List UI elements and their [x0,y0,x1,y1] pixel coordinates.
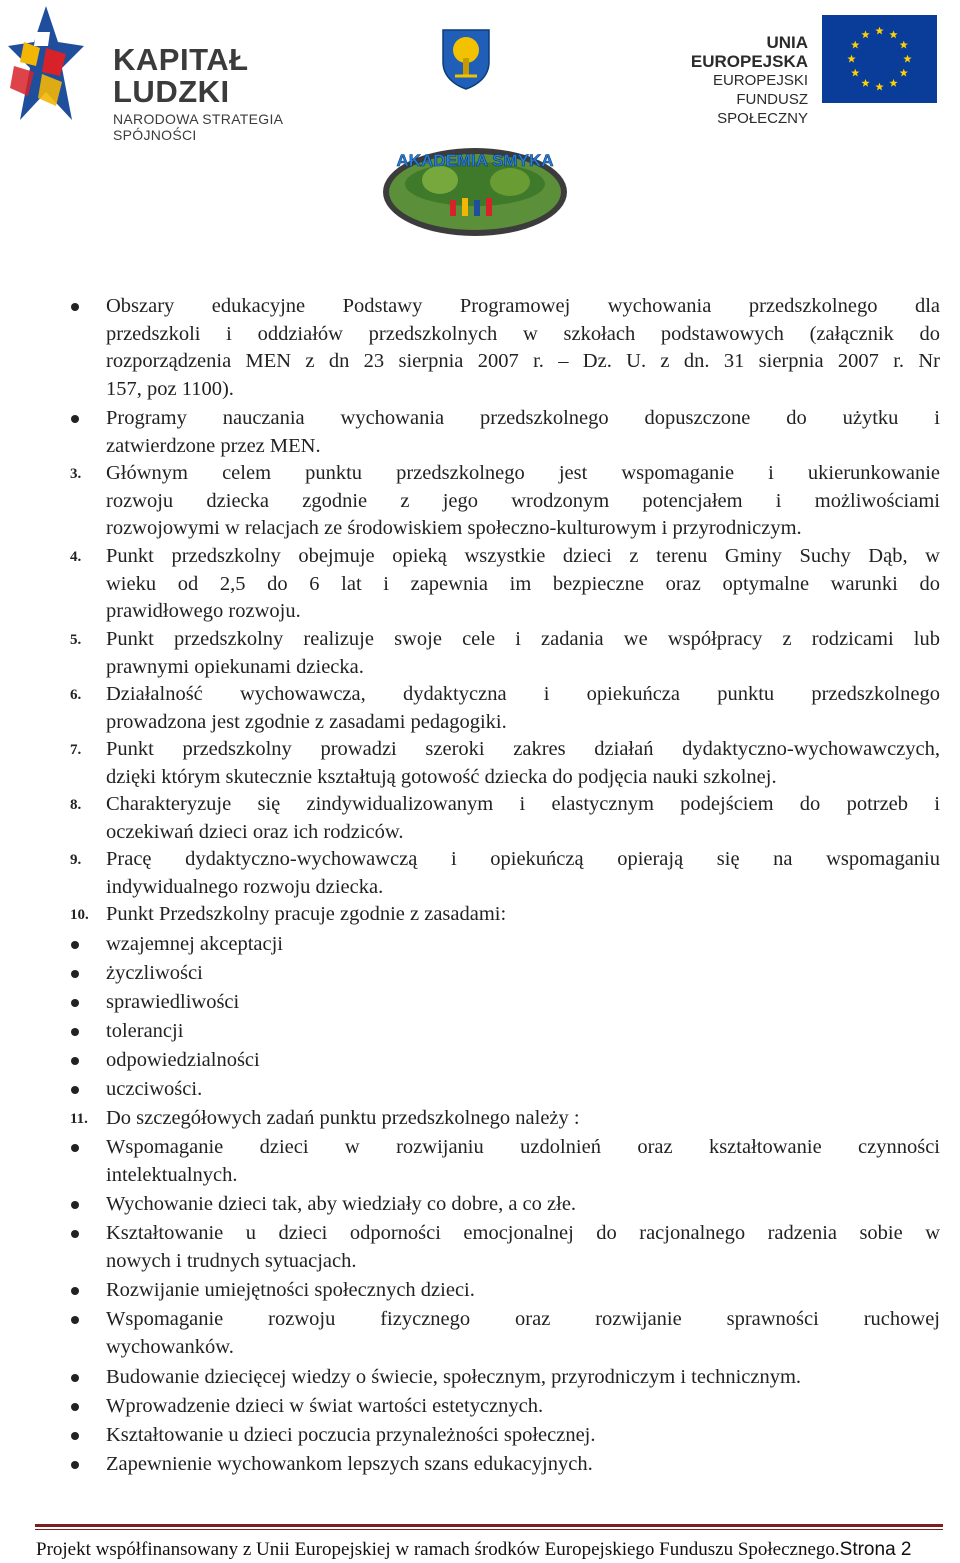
list-item-line: intelektualnych. [106,1163,238,1186]
list-item-line: oczekiwań dzieci oraz ich rodziców. [106,820,404,843]
bullet-icon [68,1086,80,1098]
bullet-icon [68,1287,80,1299]
list-item [106,460,940,543]
list-item-line: Budowanie dziecięcej wiedzy o świecie, społecznym, przyrodniczym i technicznym. [106,1366,802,1388]
list-item-line: Rozwijanie umiejętności społecznych dzieci. [106,1279,475,1301]
list-item-line: przedszkoli i oddziałów przedszkolnych w szkołach podstawowych (załącznik do [106,322,940,345]
list-item-line: indywidualnego rozwoju dziecka. [106,875,384,898]
list-item-line: uczciwości. [106,1078,203,1100]
list-item [106,293,940,403]
footer-text: Projekt współfinansowany z Unii Europejskiej w ramach środków Europejskiego Funduszu Społecznego. [36,1539,840,1560]
list-item-line: Charakteryzuje się zindywidualizowanym i elastycznym podejściem do potrzeb i [106,793,940,815]
list-item [106,681,940,736]
footer-rule-thick [35,1524,943,1527]
bullet-icon [68,1316,80,1328]
list-item [106,846,940,901]
list-item [106,736,940,791]
bullet-icon [68,970,80,982]
list-item-line: odpowiedzialności [106,1049,260,1071]
list-item-line: wzajemnej akceptacji [106,933,283,955]
eu-european-label: EUROPEJSKI [712,72,808,89]
list-item [106,1393,940,1421]
list-item-line: Wychowanie dzieci tak, aby wiedziały co dobre, a co złe. [106,1193,577,1215]
list-item [106,405,940,460]
list-item-line: Działalność wychowawcza, dydaktyczna i opiekuńcza punktu przedszkolnego [106,683,940,705]
bullet-icon [68,1461,80,1473]
list-item-line: sprawiedliwości [106,991,240,1013]
list-number: 7. [70,742,82,758]
list-number: 9. [70,852,82,868]
bullet-icon [68,941,80,953]
list-item-line: dzięki którym skutecznie kształtują gotowość dziecka do podjęcia nauki szkolnej. [106,765,777,788]
list-item-line: rozwojowymi w relacjach ze środowiskiem społeczno-kulturowym i przyrodniczym. [106,517,802,539]
list-item-line: Kształtowanie u dzieci poczucia przynależności społecznej. [106,1424,596,1446]
list-item [106,1191,940,1219]
list-item-line: rozwoju dziecka zgodnie z jego wrodzonym potencjałem i możliwościami [106,489,940,512]
akademia-smyka-logo [380,140,570,238]
list-item [106,1277,940,1305]
list-item-line: Kształtowanie u dzieci odporności emocjonalnej do racjonalnego radzenia sobie w [106,1222,940,1244]
list-item-line: Obszary edukacyjne Podstawy Programowej wychowania przedszkolnego dla [106,295,940,317]
list-item-line: Programy nauczania wychowania przedszkolnego dopuszczone do użytku i [106,407,940,429]
list-item-line: Punkt przedszkolny realizuje swoje cele i zadania we współpracy z rodzicami lub [106,628,940,650]
footer-rule-thin [35,1529,943,1530]
list-item-line: 157, poz 1100). [106,377,234,400]
bullet-icon [68,1230,80,1242]
list-item-line: Punkt Przedszkolny pracuje zgodnie z zasadami: [106,903,507,925]
eu-text-block [646,33,808,128]
list-item-line: wieku od 2,5 do 6 lat i zapewnia im bezpieczne oraz optymalne warunki do [106,572,940,595]
list-item-line: Wprowadzenie dzieci w świat wartości estetycznych. [106,1395,544,1417]
list-item-line: Wspomaganie dzieci w rozwijaniu uzdolnień oraz kształtowanie czynności [106,1136,940,1158]
list-item [106,791,940,846]
list-item [106,1047,940,1075]
bullet-icon [68,1403,80,1415]
list-item [106,960,940,988]
kapital-ludzki-star-icon [6,2,86,124]
list-item-line: prawidłowego rozwoju. [106,600,301,622]
list-item [106,1220,940,1275]
list-number: 5. [70,632,82,648]
eu-social-fund-label: FUNDUSZ SPOŁECZNY [717,91,808,127]
bullet-icon [68,999,80,1011]
list-item-line: Punkt przedszkolny prowadzi szeroki zakres działań dydaktyczno-wychowawczych, [106,738,940,760]
list-number: 11. [70,1111,88,1127]
list-item-line: tolerancji [106,1020,184,1042]
list-number: 10. [70,907,89,923]
coat-of-arms-icon [441,28,491,90]
bullet-icon [68,1057,80,1069]
page-number: Strona 2 [839,1539,912,1560]
list-item [106,931,940,959]
list-number: 6. [70,687,82,703]
bullet-icon [68,1432,80,1444]
bullet-icon [68,1374,80,1386]
list-item-line: Głównym celem punktu przedszkolnego jest wspomaganie i ukierunkowanie [106,462,940,484]
list-number: 3. [70,466,82,482]
akademia-smyka-label: AKADEMIA SMYKA [396,151,554,170]
kapital-ludzki-logo [6,2,366,143]
list-item [106,1306,940,1361]
list-item [106,901,940,929]
list-item-line: prawnymi opiekunami dziecka. [106,655,364,678]
list-item-line: życzliwości [106,962,203,984]
list-item [106,1105,940,1133]
page-header [0,0,960,250]
list-item-line: Do szczegółowych zadań punktu przedszkolnego należy : [106,1107,580,1129]
bullet-icon [68,303,80,315]
list-number: 8. [70,797,82,813]
list-item [106,1076,940,1104]
list-item-line: rozporządzenia MEN z dn 23 sierpnia 2007 r. – Dz. U. z dn. 31 sierpnia 2007 r. Nr [106,350,940,372]
bullet-icon [68,1201,80,1213]
list-item-line: zatwierdzone przez MEN. [106,434,321,457]
list-item [106,626,940,681]
list-item [106,543,940,626]
list-item-line: Zapewnienie wychowankom lepszych szans edukacyjnych. [106,1453,593,1475]
eu-flag-icon [822,15,937,103]
kapital-ludzki-subtitle: NARODOWA STRATEGIA SPÓJNOŚCI [113,111,283,143]
eu-union-label: UNIA EUROPEJSKA [690,33,808,71]
list-item-line: Pracę dydaktyczno-wychowawczą i opiekuńczą opierają się na wspomaganiu [106,848,940,870]
list-item [106,1018,940,1046]
list-item [106,1422,940,1450]
bullet-icon [68,1028,80,1040]
bullet-icon [68,415,80,427]
bullet-icon [68,1144,80,1156]
page-footer [36,1539,911,1561]
list-item [106,989,940,1017]
list-number: 4. [70,549,82,565]
list-item [106,1364,940,1392]
list-item [106,1451,940,1479]
list-item-line: Wspomaganie rozwoju fizycznego oraz rozwijanie sprawności ruchowej [106,1308,940,1330]
list-item [106,1134,940,1189]
list-item-line: prowadzona jest zgodnie z zasadami pedagogiki. [106,710,507,733]
kapital-ludzki-title: KAPITAŁ LUDZKI [113,42,249,109]
list-item-line: Punkt przedszkolny obejmuje opieką wszystkie dzieci z terenu Gminy Suchy Dąb, w [106,545,940,567]
list-item-line: nowych i trudnych sytuacjach. [106,1249,357,1272]
list-item-line: wychowanków. [106,1335,234,1358]
